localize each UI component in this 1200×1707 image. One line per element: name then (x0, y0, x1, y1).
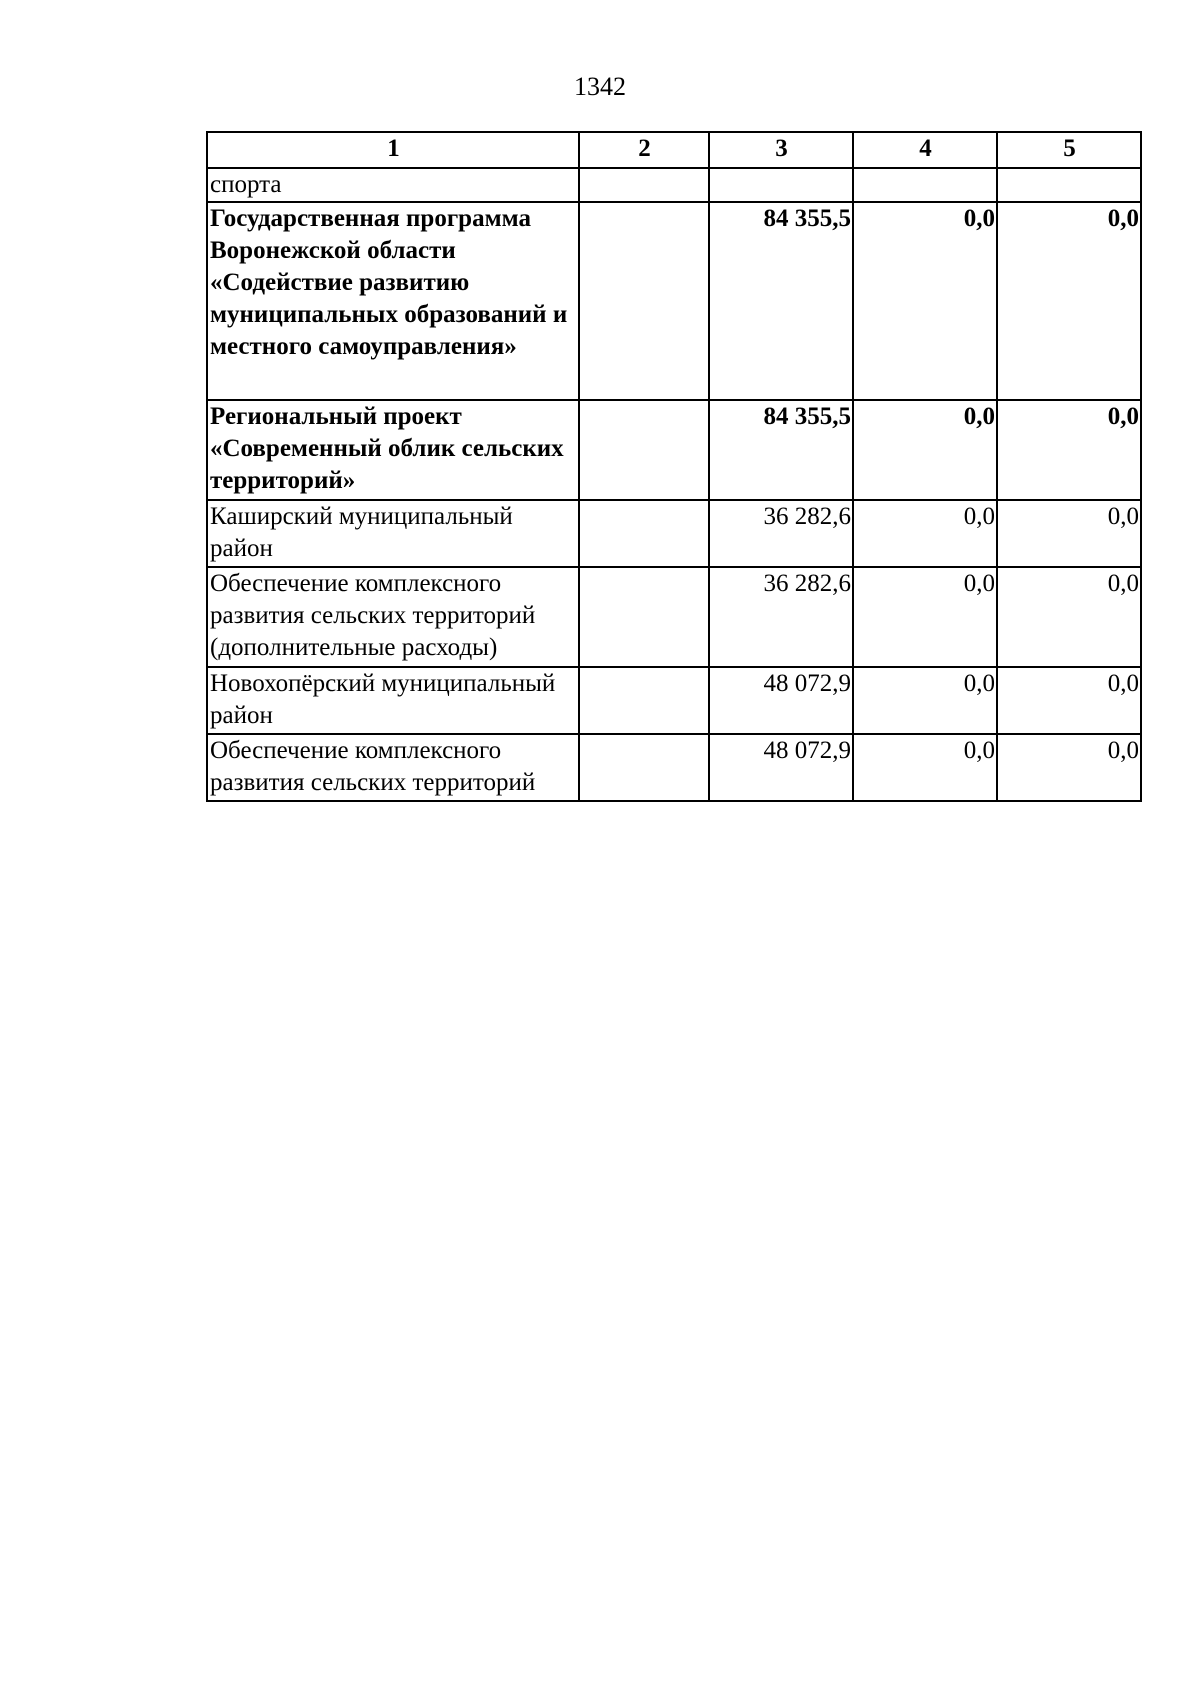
row-col5 (997, 168, 1141, 202)
row-col2 (579, 202, 709, 400)
row-col4: 0,0 (853, 500, 997, 567)
row-col3: 48 072,9 (709, 667, 853, 734)
table-row (207, 734, 1141, 801)
row-col4 (853, 168, 997, 202)
row-col5: 0,0 (997, 202, 1141, 400)
row-col2 (579, 168, 709, 202)
row-col5: 0,0 (997, 500, 1141, 567)
table-row (207, 400, 1141, 500)
table-header-row (207, 132, 1141, 168)
row-col3: 84 355,5 (709, 202, 853, 400)
row-col4: 0,0 (853, 734, 997, 801)
table-row (207, 567, 1141, 667)
row-col2 (579, 567, 709, 667)
budget-table (206, 131, 1142, 802)
row-name: Региональный проект «Современный облик сельских территорий» (207, 400, 579, 500)
row-col4: 0,0 (853, 202, 997, 400)
row-name: Обеспечение комплексного развития сельских территорий (дополнительные расходы) (207, 567, 579, 667)
row-col2 (579, 500, 709, 567)
row-col5: 0,0 (997, 734, 1141, 801)
row-col4: 0,0 (853, 400, 997, 500)
row-col4: 0,0 (853, 667, 997, 734)
row-col4: 0,0 (853, 567, 997, 667)
row-name: Каширский муниципальный район (207, 500, 579, 567)
column-header-1: 1 (207, 132, 579, 168)
row-col3: 84 355,5 (709, 400, 853, 500)
row-name: спорта (207, 168, 579, 202)
row-name: Новохопёрский муниципальный район (207, 667, 579, 734)
table-row (207, 500, 1141, 567)
column-header-3: 3 (709, 132, 853, 168)
page-number: 1342 (574, 72, 626, 101)
row-col3: 48 072,9 (709, 734, 853, 801)
row-col2 (579, 734, 709, 801)
row-col3: 36 282,6 (709, 500, 853, 567)
row-col5: 0,0 (997, 667, 1141, 734)
table-row (207, 202, 1141, 400)
column-header-4: 4 (853, 132, 997, 168)
row-name: Государственная программа Воронежской области «Содействие развитию муниципальных образований и местного самоуправления» (207, 202, 579, 400)
row-col2 (579, 400, 709, 500)
column-header-5: 5 (997, 132, 1141, 168)
table-row (207, 168, 1141, 202)
row-col5: 0,0 (997, 400, 1141, 500)
row-name: Обеспечение комплексного развития сельских территорий (207, 734, 579, 801)
column-header-2: 2 (579, 132, 709, 168)
table-row (207, 667, 1141, 734)
row-col3 (709, 168, 853, 202)
row-col5: 0,0 (997, 567, 1141, 667)
row-col2 (579, 667, 709, 734)
row-col3: 36 282,6 (709, 567, 853, 667)
